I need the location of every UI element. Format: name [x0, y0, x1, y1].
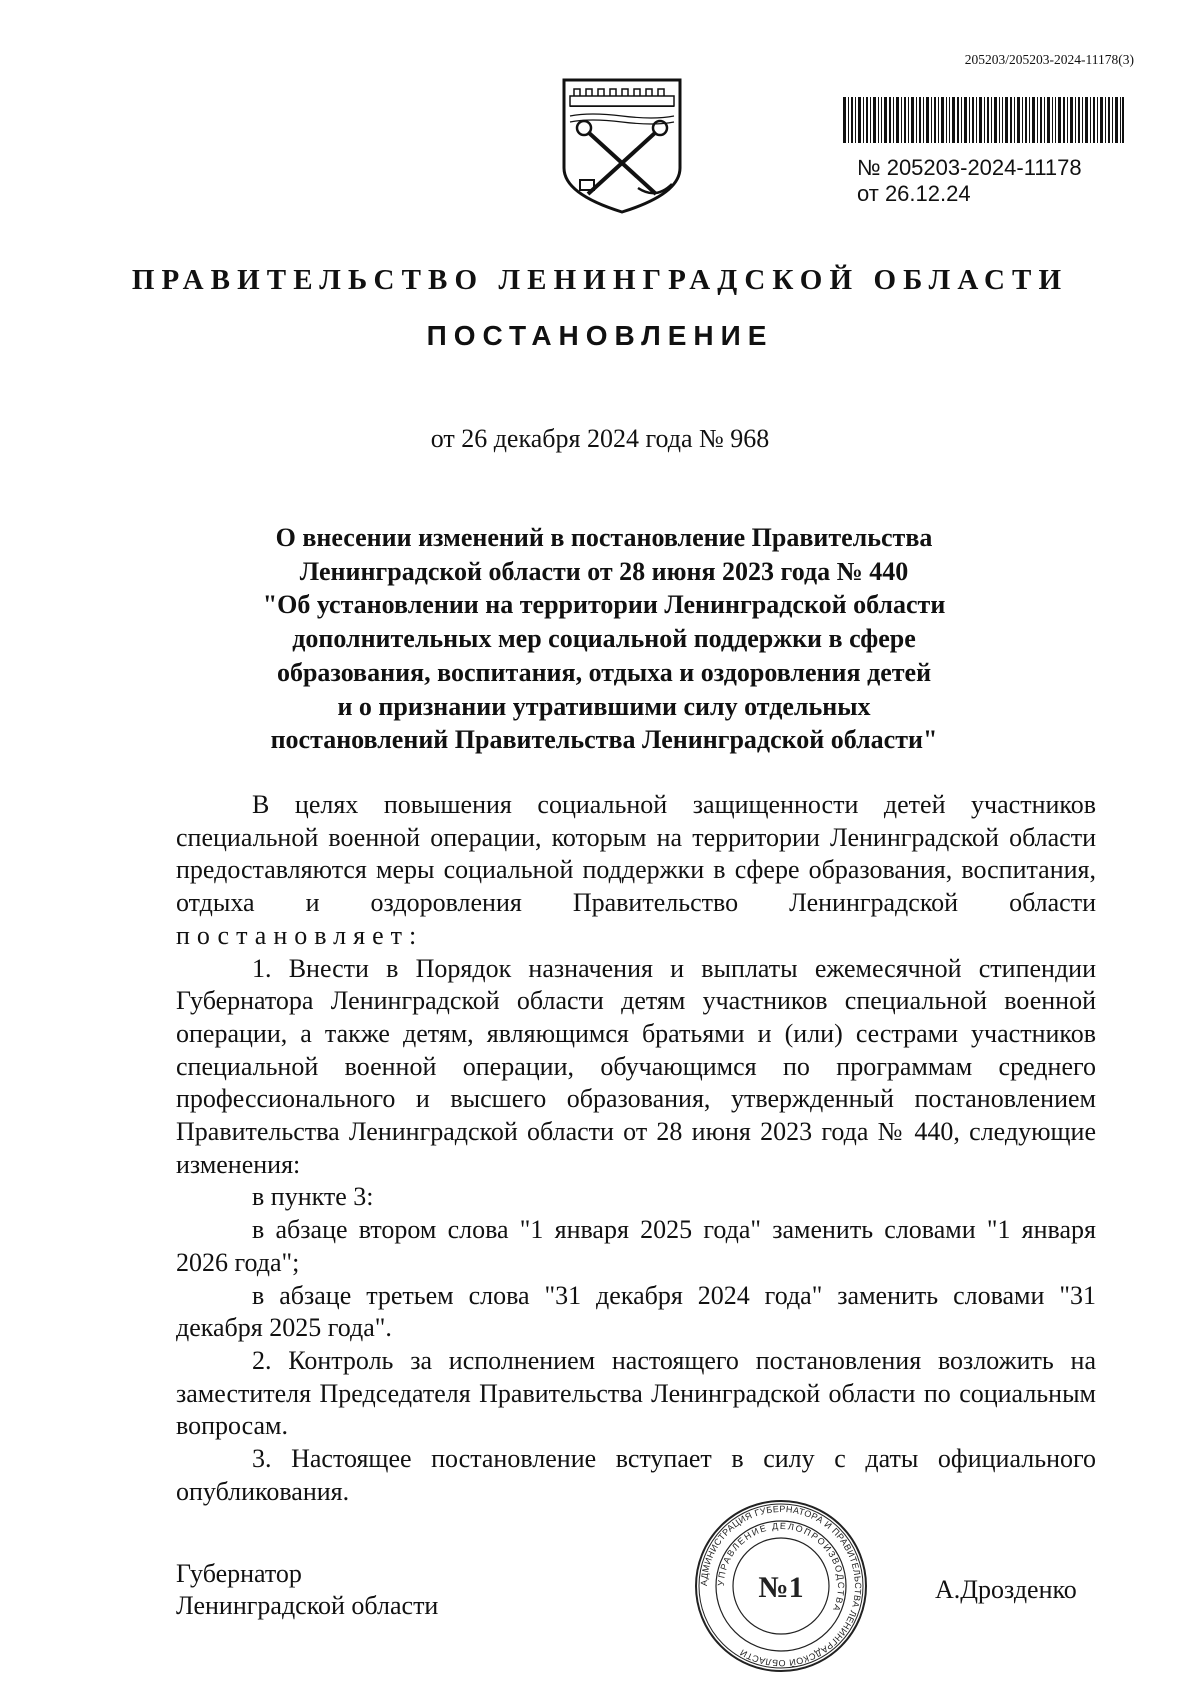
title-line: дополнительных мер социальной поддержки в сфере — [292, 624, 916, 654]
document-type-heading: ПОСТАНОВЛЕНИЕ — [426, 320, 774, 351]
stamp-outer-text: АДМИНИСТРАЦИЯ ГУБЕРНАТОРА И ПРАВИТЕЛЬСТВА ЛЕНИНГРАДСКОЙ ОБЛАСТИ — [698, 1503, 864, 1669]
registration-date: от 26.12.24 — [857, 181, 971, 206]
document-date-line: от 26 декабря 2024 года № 968 — [430, 424, 770, 453]
document-reference-number: 205203/205203-2024-11178(3) — [964, 52, 1134, 67]
official-round-stamp-icon — [694, 1499, 868, 1673]
item-1-sub-1-paragraph: в абзаце втором слова "1 января 2025 года" заменить словами "1 января 2026 года"; — [176, 1215, 1096, 1277]
barcode-icon — [843, 97, 1124, 143]
title-line: Ленинградской области от 28 июня 2023 года № 440 — [299, 556, 909, 586]
title-line: "Об установлении на территории Ленинградской области — [262, 590, 946, 620]
registration-stamp — [857, 155, 1082, 207]
signatory-position — [176, 1558, 438, 1622]
signatory-title: Губернатор — [176, 1559, 302, 1588]
document-title — [232, 521, 976, 757]
item-1-sub-2-paragraph: в абзаце третьем слова "31 декабря 2024 года" заменить словами "31 декабря 2025 года". — [176, 1280, 1096, 1343]
item-1-point-paragraph: в пункте 3: — [252, 1182, 374, 1212]
title-line: постановлений Правительства Ленинградской области" — [270, 725, 938, 755]
organization-heading: ПРАВИТЕЛЬСТВО ЛЕНИНГРАДСКОЙ ОБЛАСТИ — [131, 264, 1069, 296]
item-2-paragraph: 2. Контроль за исполнением настоящего постановления возложить на заместителя Председателя Правительства Ленинградской области по социальным вопросам. — [176, 1345, 1096, 1441]
item-1-paragraph: 1. Внести в Порядок назначения и выплаты ежемесячной стипендии Губернатора Ленинградской области детям участников специальной военной операции, а также детям, являющимся братьями и (или) сестрами участников специальной военной операции, обучающимся по программам среднего профессионального и высшего образования, утвержденный постановлением Правительства Ленинградской области от 28 июня 2023 года № 440, следующие изменения: — [176, 953, 1096, 1179]
decree-word: постановляет: — [176, 920, 424, 950]
title-line: образования, воспитания, отдыха и оздоровления детей — [276, 657, 932, 687]
stamp-center-number: №1 — [758, 1571, 804, 1604]
preamble-text: В целях повышения социальной защищенности детей участников специальной военной операции, которым на территории Ленинградской области предоставляются меры социальной поддержки в сфере образования, воспитания, отдыха и оздоровления Правительство Ленинградской области — [176, 790, 1096, 918]
stamp-inner-text: УПРАВЛЕНИЕ ДЕЛОПРОИЗВОДСТВА — [715, 1520, 847, 1614]
registration-number: № 205203-2024-11178 — [857, 155, 1082, 180]
item-3-paragraph: 3. Настоящее постановление вступает в силу с даты официального опубликования. — [176, 1444, 1096, 1506]
title-line: и о признании утратившими силу отдельных — [337, 691, 871, 721]
preamble-paragraph — [176, 789, 1096, 953]
document-body — [176, 789, 1096, 1508]
leningrad-oblast-coat-of-arms-icon — [560, 76, 684, 216]
signatory-region: Ленинградской области — [176, 1591, 439, 1620]
signatory-name: А.Дрозденко — [935, 1575, 1077, 1604]
title-line: О внесении изменений в постановление Правительства — [275, 523, 933, 552]
